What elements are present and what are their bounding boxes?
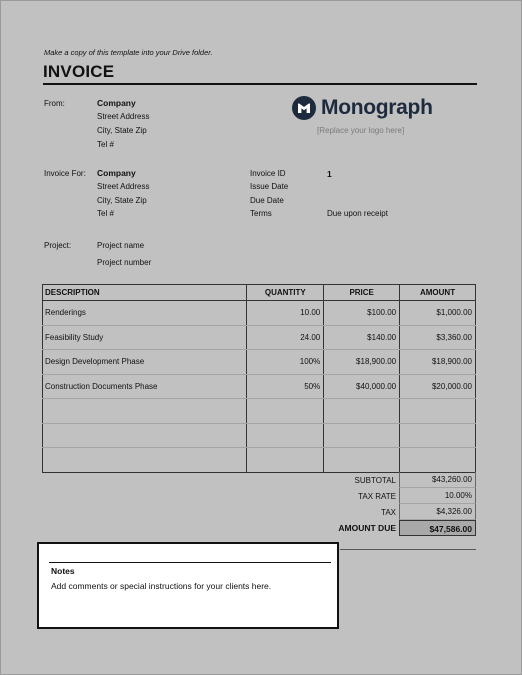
item-quantity[interactable] — [247, 448, 324, 473]
project-label: Project: — [44, 241, 72, 250]
totals-section — [300, 472, 476, 536]
due-date-label: Due Date — [250, 196, 284, 205]
item-description[interactable]: Design Development Phase — [43, 350, 247, 375]
tax-rate-value[interactable]: 10.00% — [399, 488, 476, 504]
page-title: INVOICE — [43, 62, 115, 81]
terms-label: Terms — [250, 209, 272, 218]
template-instruction: Make a copy of this template into your Drive folder. — [44, 48, 213, 57]
line-items-table — [42, 284, 476, 473]
item-amount[interactable]: $3,360.00 — [400, 325, 476, 350]
item-quantity[interactable]: 24.00 — [247, 325, 324, 350]
subtotal-value[interactable]: $43,260.00 — [399, 472, 476, 488]
item-price[interactable]: $18,900.00 — [324, 350, 400, 375]
item-price[interactable] — [324, 423, 400, 448]
project-number[interactable]: Project number — [97, 258, 152, 267]
item-amount[interactable] — [400, 399, 476, 424]
company-logo[interactable] — [292, 96, 433, 120]
logo-wordmark: Monograph — [321, 96, 433, 119]
item-description[interactable] — [43, 399, 247, 424]
notes-title: Notes — [51, 566, 75, 576]
amount-due-row — [300, 520, 476, 536]
item-quantity[interactable]: 50% — [247, 374, 324, 399]
from-company[interactable]: Company — [97, 98, 136, 108]
notes-divider — [49, 562, 331, 563]
table-row — [43, 325, 476, 350]
bill-to-tel[interactable]: Tel # — [97, 209, 114, 218]
bill-to-city[interactable]: City, State Zip — [97, 196, 147, 205]
item-description[interactable] — [43, 448, 247, 473]
tax-value[interactable]: $4,326.00 — [399, 504, 476, 520]
item-amount[interactable] — [400, 423, 476, 448]
from-label: From: — [44, 99, 65, 108]
invoice-id-value[interactable]: 1 — [327, 169, 332, 179]
title-divider — [43, 83, 477, 85]
bill-to-street[interactable]: Street Address — [97, 182, 150, 191]
bill-to-company[interactable]: Company — [97, 168, 136, 178]
table-row — [43, 374, 476, 399]
monograph-m-logo-icon — [292, 96, 316, 120]
tax-label: TAX — [381, 507, 396, 517]
issue-date-label: Issue Date — [250, 182, 289, 191]
item-price[interactable]: $140.00 — [324, 325, 400, 350]
item-amount[interactable]: $18,900.00 — [400, 350, 476, 375]
item-quantity[interactable] — [247, 423, 324, 448]
tax-row — [300, 504, 476, 520]
column-header-description: DESCRIPTION — [43, 285, 247, 301]
amount-due-value[interactable]: $47,586.00 — [399, 520, 476, 536]
item-description[interactable]: Construction Documents Phase — [43, 374, 247, 399]
from-tel[interactable]: Tel # — [97, 140, 114, 149]
terms-value[interactable]: Due upon receipt — [327, 209, 388, 218]
from-street[interactable]: Street Address — [97, 112, 150, 121]
notes-box[interactable] — [37, 542, 339, 629]
item-amount[interactable] — [400, 448, 476, 473]
table-row — [43, 423, 476, 448]
item-amount[interactable]: $1,000.00 — [400, 301, 476, 326]
item-price[interactable] — [324, 448, 400, 473]
notes-body[interactable]: Add comments or special instructions for your clients here. — [51, 581, 272, 591]
table-row — [43, 350, 476, 375]
from-city[interactable]: City, State Zip — [97, 126, 147, 135]
amount-due-label: AMOUNT DUE — [338, 523, 396, 533]
item-quantity[interactable] — [247, 399, 324, 424]
item-price[interactable]: $100.00 — [324, 301, 400, 326]
tax-rate-label: TAX RATE — [358, 491, 396, 501]
item-quantity[interactable]: 100% — [247, 350, 324, 375]
totals-divider — [340, 549, 476, 550]
item-quantity[interactable]: 10.00 — [247, 301, 324, 326]
item-price[interactable]: $40,000.00 — [324, 374, 400, 399]
table-row — [43, 301, 476, 326]
tax-rate-row — [300, 488, 476, 504]
item-amount[interactable]: $20,000.00 — [400, 374, 476, 399]
table-header-row — [43, 285, 476, 301]
column-header-amount: AMOUNT — [400, 285, 476, 301]
item-price[interactable] — [324, 399, 400, 424]
subtotal-label: SUBTOTAL — [354, 475, 396, 485]
table-row — [43, 399, 476, 424]
item-description[interactable]: Renderings — [43, 301, 247, 326]
item-description[interactable] — [43, 423, 247, 448]
column-header-price: PRICE — [324, 285, 400, 301]
logo-placeholder-text: [Replace your logo here] — [317, 126, 405, 135]
item-description[interactable]: Feasibility Study — [43, 325, 247, 350]
column-header-quantity: QUANTITY — [247, 285, 324, 301]
bill-to-label: Invoice For: — [44, 169, 86, 178]
table-row — [43, 448, 476, 473]
project-name[interactable]: Project name — [97, 241, 145, 250]
invoice-id-label: Invoice ID — [250, 169, 286, 178]
subtotal-row — [300, 472, 476, 488]
